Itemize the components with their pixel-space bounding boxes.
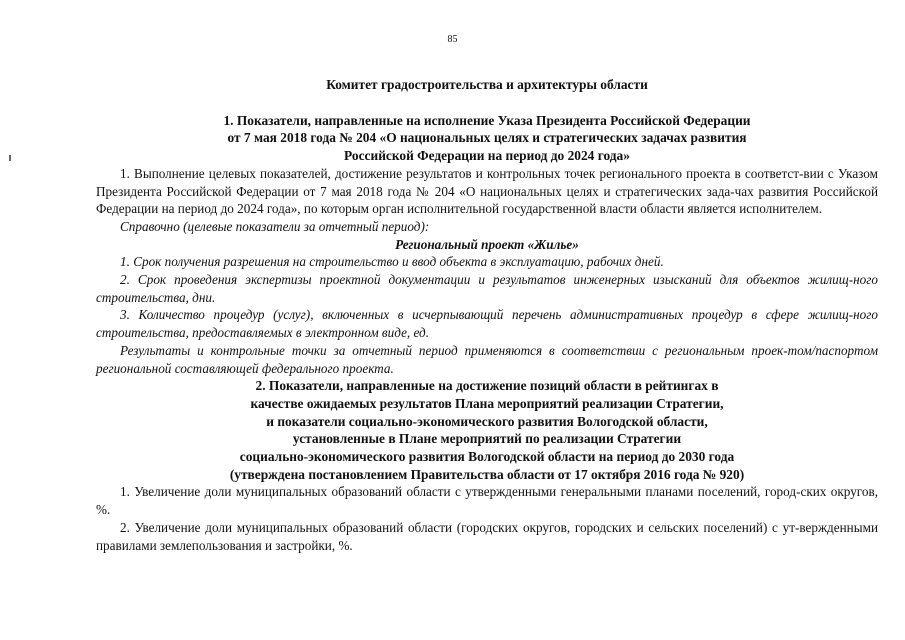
section-2-heading-line: качестве ожидаемых результатов Плана мероприятий реализации Стратегии, [250, 395, 724, 411]
section-2-heading-line: 2. Показатели, направленные на достижение позиций области в рейтингах в [255, 378, 719, 394]
indicator-item: 3. Количество процедур (услуг), включенных в исчерпывающий перечень административных процедур в сфере жилищ-ного строительства, предоставляемых в электронном виде, ед. [96, 307, 878, 341]
section-2 [96, 377, 878, 554]
section-2-heading-line: и показатели социально-экономического развития Вологодской области, [266, 413, 708, 429]
document-content [96, 76, 878, 554]
indicator-item: 1. Срок получения разрешения на строительство и ввод объекта в эксплуатацию, рабочих дней. [120, 254, 664, 270]
section-1-paragraph: 1. Выполнение целевых показателей, достижение результатов и контрольных точек регионального проекта в соответст-вии с Указом Президента Российской Федерации от 7 мая 2018 года № 204 «О национальных целях и стратегических зада-чах развития Российской Федерации на период до 2024 года», по которым орган исполнительной государственной власти области является исполнителем. [96, 165, 878, 217]
scan-margin-mark [9, 155, 11, 161]
section-1 [96, 112, 878, 378]
results-note: Результаты и контрольные точки за отчетный период применяются в соответствии с региональным проек-том/паспортом региональной составляющей федерального проекта. [96, 342, 878, 376]
section-1-heading-line: 1. Показатели, направленные на исполнение Указа Президента Российской Федерации [223, 112, 751, 128]
section-2-heading-line: установленные в Плане мероприятий по реализации Стратегии [292, 431, 682, 447]
section-2-item: 2. Увеличение доли муниципальных образований области (городских округов, городских и сельских поселений) с ут-вержденными правилами землепользования и застройки, %. [96, 519, 878, 553]
section-1-heading-line: от 7 мая 2018 года № 204 «О национальных целях и стратегических задачах развития [227, 130, 747, 146]
reference-note: Справочно (целевые показатели за отчетный период): [120, 218, 430, 234]
section-2-item: 1. Увеличение доли муниципальных образований области с утвержденными генеральными планами поселений, город-ских округов, %. [96, 484, 878, 518]
indicator-item: 2. Срок проведения экспертизы проектной документации и результатов инженерных изысканий для объектов жилищ-ного строительства, дни. [96, 272, 878, 305]
committee-title: Комитет градостроительства и архитектуры области [326, 77, 648, 92]
section-2-heading-line: социально-экономического развития Вологодской области на период до 2030 года [239, 449, 735, 465]
regional-project-title: Региональный проект «Жилье» [395, 236, 579, 252]
section-2-heading-line: (утверждена постановлением Правительства области от 17 октября 2016 года № 920) [229, 466, 745, 482]
section-1-heading-line: Российской Федерации на период до 2024 года» [344, 148, 630, 164]
page-number: 85 [447, 34, 458, 45]
